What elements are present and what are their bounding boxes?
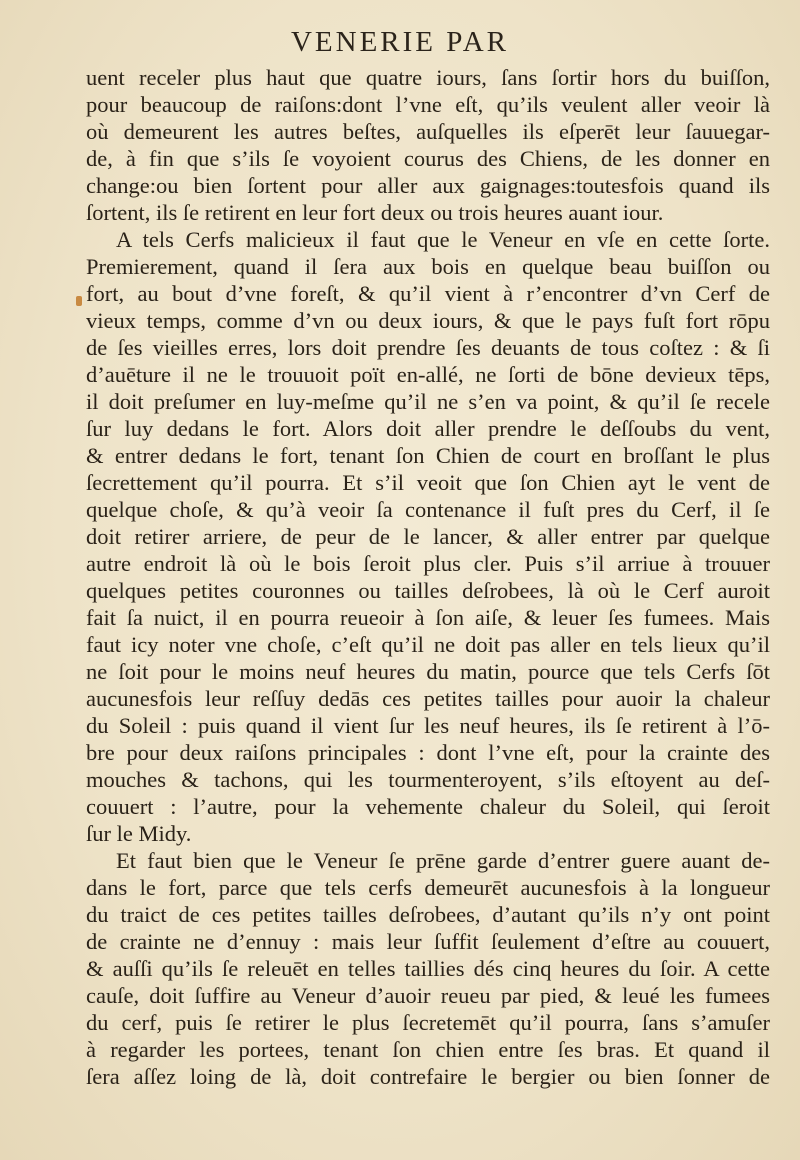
text-line: d’auēture il ne le trouuoit poït en-allé, ne ſorti de bōne devieux tēps, [86,362,770,387]
text-line: ſur le Midy. [86,821,192,846]
text-line: faut icy noter vne choſe, c’eſt qu’il ne doit pas aller en tels lieux qu’il [86,632,770,657]
running-header: VENERIE PAR [290,26,510,58]
body-text [86,64,770,1090]
text-line: & auſſi qu’ils ſe releuēt en telles taillies dés cinq heures du ſoir. A cette [86,956,770,981]
text-line: fait ſa nuict, il en pourra reueoir à ſon aiſe, & leuer ſes fumees. Mais [86,605,770,630]
text-line: Et faut bien que le Veneur ſe prēne garde d’entrer guere auant de- [116,848,770,873]
text-line: vieux temps, comme d’vn ou deux iours, & que le pays fuſt fort rōpu [86,308,770,333]
text-line: ſortent, ils ſe retirent en leur fort deux ou trois heures auant iour. [86,200,664,225]
text-line: à regarder les portees, tenant ſon chien entre ſes bras. Et quand il [86,1037,770,1062]
text-line: pour beaucoup de raiſons:dont l’vne eſt, qu’ils veulent aller veoir là [86,92,770,117]
text-line: autre endroit là où le bois ſeroit plus cler. Puis s’il arriue à trouuer [86,551,770,576]
text-line: uent receler plus haut que quatre iours, ſans ſortir hors du buiſſon, [86,65,770,90]
text-line: où demeurent les autres beſtes, auſquelles ils eſperēt leur ſauuegar- [86,119,770,144]
text-line: doit retirer arriere, de peur de le lancer, & aller entrer par quelque [86,524,770,549]
text-line: quelque choſe, & qu’à veoir ſa contenance il fuſt pres du Cerf, il ſe [86,497,770,522]
text-line: quelques petites couronnes ou tailles deſrobees, là où le Cerf auroit [86,578,770,603]
text-line: cauſe, doit ſuffire au Veneur d’auoir reueu par pied, & leué les fumees [86,983,770,1008]
margin-ink-mark [76,296,82,306]
text-line: dans le fort, parce que tels cerfs demeurēt aucunesfois à la longueur [86,875,770,900]
text-line: du cerf, puis ſe retirer le plus ſecretemēt qu’il pourra, ſans s’amuſer [86,1010,770,1035]
text-line: il doit preſumer en luy-meſme qu’il ne s’en va point, & qu’il ſe recele [86,389,770,414]
text-line: de crainte ne d’ennuy : mais leur ſuffit ſeulement d’eſtre au couuert, [86,929,770,954]
text-line: bre pour deux raiſons principales : dont l’vne eſt, pour la crainte des [86,740,770,765]
text-line: ne ſoit pour le moins neuf heures du matin, pource que tels Cerfs ſōt [86,659,770,684]
text-line: de, à fin que s’ils ſe voyoient courus des Chiens, de les donner en [86,146,770,171]
text-line: fort, au bout d’vne foreſt, & qu’il vient à r’encontrer d’vn Cerf de [86,281,770,306]
text-line: ſecrettement qu’il pourra. Et s’il veoit que ſon Chien ayt le vent de [86,470,770,495]
text-line: ſera aſſez loing de là, doit contrefaire le bergier ou bien ſonner de [86,1064,770,1089]
text-line: change:ou bien ſortent pour aller aux gaignages:toutesfois quand ils [86,173,770,198]
text-line: ſur luy dedans le fort. Alors doit aller prendre le deſſoubs du vent, [86,416,770,441]
text-line: mouches & tachons, qui les tourmenteroyent, s’ils eſtoyent au deſ- [86,767,770,792]
text-line: du Soleil : puis quand il vient ſur les neuf heures, ils ſe retirent à l’ō- [86,713,770,738]
text-line: couuert : l’autre, pour la vehemente chaleur du Soleil, qui ſeroit [86,794,770,819]
text-line: Premierement, quand il ſera aux bois en quelque beau buiſſon ou [86,254,770,279]
text-line: de ſes vieilles erres, lors doit prendre ſes deuants de tous coſtez : & ſi [86,335,770,360]
text-line: A tels Cerfs malicieux il faut que le Veneur en vſe en cette ſorte. [116,227,770,252]
text-line: & entrer dedans le fort, tenant ſon Chien de court en broſſant le plus [86,443,770,468]
text-line: du traict de ces petites tailles deſrobees, d’autant qu’ils n’y ont point [86,902,770,927]
text-line: aucunesfois leur reſſuy dedās ces petites tailles pour auoir la chaleur [86,686,770,711]
